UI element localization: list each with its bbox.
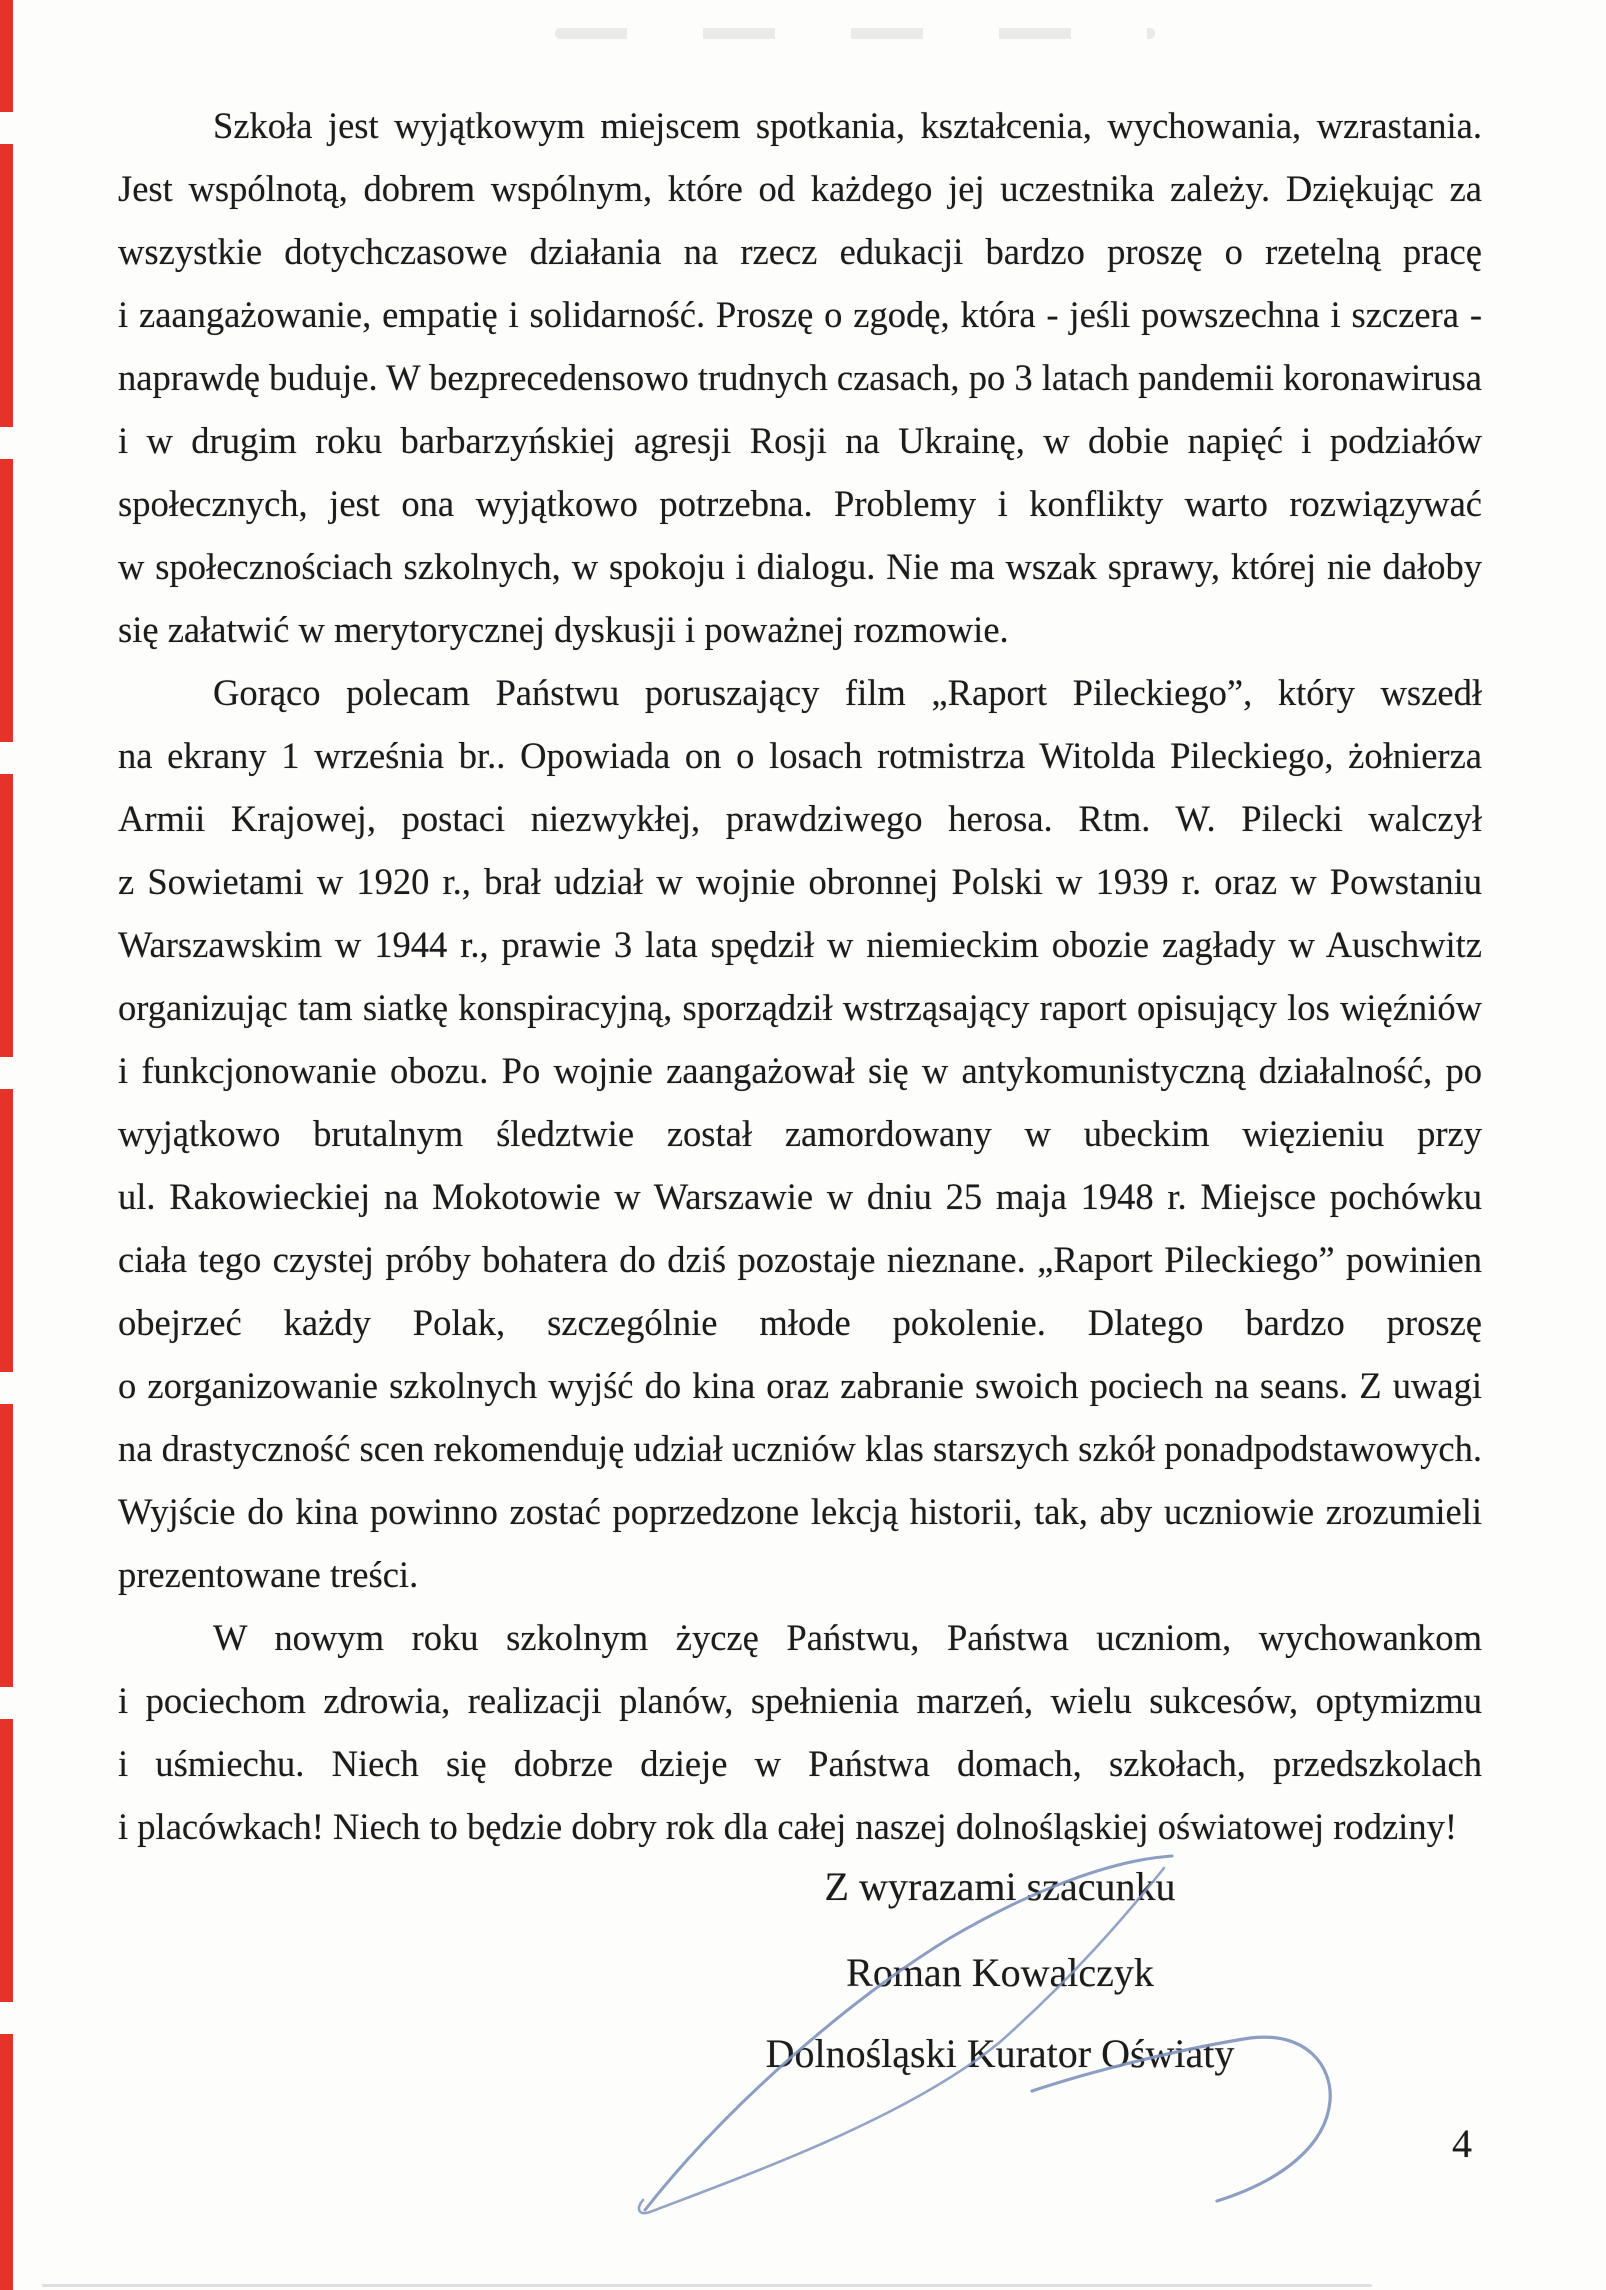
letter-line: wyjątkowo brutalnym śledztwie został zamordowany w ubeckim więzieniu przy: [118, 1113, 1482, 1154]
letter-line: Wyjście do kina powinno zostać poprzedzone lekcją historii, tak, aby uczniowie zrozumieli: [118, 1491, 1482, 1532]
letter-line: o zorganizowanie szkolnych wyjść do kina oraz zabranie swoich pociech na seans. Z uwagi: [118, 1365, 1482, 1406]
signer-title: Dolnośląski Kurator Oświaty: [765, 2031, 1235, 2076]
letter-line: Warszawskim w 1944 r., prawie 3 lata spędził w niemieckim obozie zagłady w Auschwitz: [118, 924, 1482, 965]
letter-line: prezentowane treści.: [118, 1554, 419, 1595]
letter-line: w społecznościach szkolnych, w spokoju i dialogu. Nie ma wszak sprawy, której nie dałoby: [118, 546, 1482, 587]
letter-line: obejrzeć każdy Polak, szczególnie młode pokolenie. Dlatego bardzo proszę: [118, 1302, 1482, 1343]
letter-line: i uśmiechu. Niech się dobrze dzieje w Państwa domach, szkołach, przedszkolach: [118, 1743, 1482, 1784]
letter-line: na ekrany 1 września br.. Opowiada on o losach rotmistrza Witolda Pileckiego, żołnierza: [118, 735, 1482, 776]
letter-line: organizując tam siatkę konspiracyjną, sporządził wstrząsający raport opisujący los więźniów: [118, 987, 1482, 1028]
letter-line: Armii Krajowej, postaci niezwykłej, prawdziwego herosa. Rtm. W. Pilecki walczył: [118, 798, 1482, 839]
letter-line: się załatwić w merytorycznej dyskusji i poważnej rozmowie.: [118, 609, 1009, 650]
letter-line: i pociechom zdrowia, realizacji planów, spełnienia marzeń, wielu sukcesów, optymizmu: [118, 1680, 1482, 1721]
letter-line: i funkcjonowanie obozu. Po wojnie zaangażował się w antykomunistyczną działalność, po: [118, 1050, 1482, 1091]
letter-line: Jest wspólnotą, dobrem wspólnym, które od każdego jej uczestnika zależy. Dziękując za: [118, 168, 1482, 209]
page-number: 4: [1452, 2121, 1472, 2166]
letter-line: na drastyczność scen rekomenduję udział uczniów klas starszych szkół ponadpodstawowych.: [118, 1428, 1482, 1469]
letter-line: społecznych, jest ona wyjątkowo potrzebna. Problemy i konflikty warto rozwiązywać: [118, 483, 1482, 524]
letter-line: z Sowietami w 1920 r., brał udział w wojnie obronnej Polski w 1939 r. oraz w Powstaniu: [118, 861, 1482, 902]
letter-body: [118, 94, 1482, 1858]
letter-line: i w drugim roku barbarzyńskiej agresji Rosji na Ukrainę, w dobie napięć i podziałów: [118, 420, 1482, 461]
letter-line: Szkoła jest wyjątkowym miejscem spotkania, kształcenia, wychowania, wzrastania.: [213, 105, 1482, 146]
scan-edge-marks: [0, 0, 13, 2290]
letter-line: naprawdę buduje. W bezprecedensowo trudnych czasach, po 3 latach pandemii koronawirusa: [118, 357, 1482, 398]
letter-line: ul. Rakowieckiej na Mokotowie w Warszawie w dniu 25 maja 1948 r. Miejsce pochówku: [118, 1176, 1482, 1217]
letter-line: wszystkie dotychczasowe działania na rzecz edukacji bardzo proszę o rzetelną pracę: [118, 231, 1482, 272]
letter-line: i placówkach! Niech to będzie dobry rok dla całej naszej dolnośląskiej oświatowej rodziny!: [118, 1806, 1458, 1847]
letter-line: ciała tego czystej próby bohatera do dziś pozostaje nieznane. „Raport Pileckiego” powinien: [118, 1239, 1482, 1280]
closing-salutation: Z wyrazami szacunku: [824, 1864, 1176, 1909]
letter-line: W nowym roku szkolnym życzę Państwu, Państwa uczniom, wychowankom: [213, 1617, 1482, 1658]
scan-artifact-top: [555, 28, 1155, 39]
closing-block: [702, 1855, 1298, 2115]
letter-line: Gorąco polecam Państwu poruszający film „Raport Pileckiego”, który wszedł: [213, 672, 1482, 713]
signer-name: Roman Kowalczyk: [846, 1950, 1154, 1995]
scan-artifact-bottom: [42, 2284, 1372, 2287]
letter-line: i zaangażowanie, empatię i solidarność. Proszę o zgodę, która - jeśli powszechna i szczera -: [118, 294, 1482, 335]
